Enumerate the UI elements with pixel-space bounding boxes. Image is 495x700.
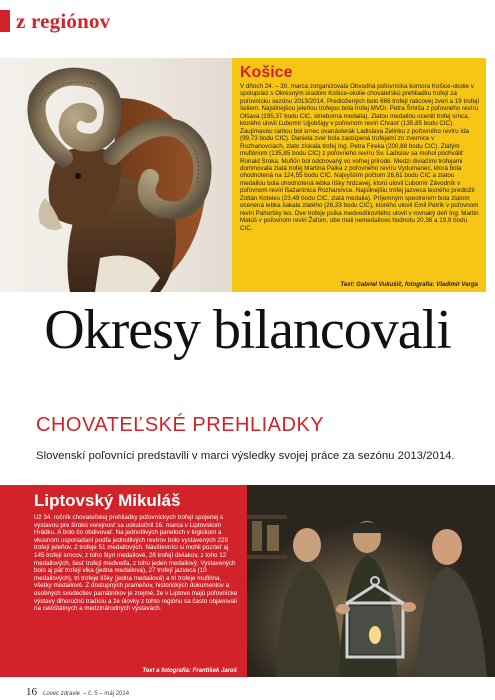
issue-info: – č. 5 – máj 2014 — [83, 691, 130, 697]
kosice-body-text: V dňoch 24. – 30. marca zorganizovala Obvodná poľovnícka komora Košice-okolie v spolupráci s Okresným úradom Košice-okolie chovateľskú prehliadku trofejí za poľovnícku sezónu 2013/2014. Predložených bolo 666 trofejí raticovej zveri a 19 trofejí šeliem. Najsilnejšou jeleňou trofejou bola trofej MVDr. Petra Šmrča z poľovného revíru Olšava (195,37 bodu CIC, strieborná medaila). Zlatou medailou ocenili trofej srnca, ktorého ulovil Ľubomír Ujjobšigy v poľovnom revíri Chrasť (135,85 bodu CIC). Zaujímavou raritou bol srnec ovanásterák Ladislava Zelinku z poľovného revíru Ida (99,73 bodu CIC). Daniela zver bola zastúpená trofejami zo zvernice v Rozhanovciach, zlato získala trofej Ing. Petra Fireka (200,88 bodu CIC). Zlatým muflónom (135,85 bodu CIC) z poľovného revíru Sv. Ladislav sa mohol pochváliť Ronald Sroka. Muflón bol odchovaný vo voľnej prírode. Medzi diviačími trofejami dominovala zlatá trofej Martina Palka z poľovného revíru Vydumanec, ktorá bola ohodnotená na 124,55 bodu CIC. Najvyšším počtom 26,61 bodu CIC a zlatou medailou bola ohodnotená lebka líšky hrdzavej, ktorú ulovil Ľubomír Závodník v poľovnom revíri Bažantnica Rozhanovce. Najsilnejšiu trofej jazveca lesného predložil Zoltán Koteles (23,49 bodu CIC, zlatá medaila). Príjemným spestrením bola zlatom ocenená lebka šakala zlatého (26,33 bodu CIC), ktorého ulovil Emil Petrík v poľovnom revíri Pahoršky les. Dve trofeje psíka medvedíkovitého ulovil v rovnaký deň Ing. Martin Matúš v poľovnom revíri Žaľom, obe mali nemedailovú hodnotu 20,36 a 19,9 bodu CIC. — [240, 83, 480, 232]
section-accent-bar — [0, 10, 10, 32]
kosice-title: Košice — [240, 64, 293, 81]
page-number: 16 — [26, 686, 37, 698]
section-label: z regiónov — [16, 8, 111, 33]
liptov-body-text: Už 34. ročník chovateľskej prehliadky poľovníckych trofejí spojenej s výstavou pre širokú verejnosť sa uskutočnil 16. marca v Liptovskom Hrádku. A bolo čo obdivovať. Na jednotlivých paneloch v logickom a vkusnom usporiadaní podľa jednotlivých revírov bolo vystavených 228 trofejí jeleňov, 2 trofeje 51 medailových. Návštevníci si mohli pozrieť aj 145 trofejí srncov, z toho štyri medailové, 26 trofejí diviakov, z toho 12 medailových, šesť trofejí medveďa, z toho jeden medailový. Vystavených bolo aj päť trofejí vlka (jedna medailová), 27 trofejí jazveca (10 medailových), tri trofeje líšky (jedna medailová) a tri trofeje muflóna, všetky medailové. Z dostupných prameňov, historických dokumentov a osobných svedectiev pamätníkov je zrejmé, že v Liptove majú poľovnícke výstavy dlhoročnú tradíciu a že úlovky z tohto regiónu sa často objavovali na celoštátnych a medzinárodných výstavách. — [34, 514, 238, 613]
liptov-title: Liptovský Mikuláš — [34, 491, 181, 510]
exhibition-opening-photo — [247, 485, 495, 677]
lead-paragraph: Slovenskí poľovníci predstavili v marci výsledky svojej práce za sezónu 2013/2014. — [36, 450, 455, 462]
main-headline: Okresy bilancovali — [44, 299, 451, 361]
mouflon-trophy-photo — [0, 58, 232, 292]
section-tag — [0, 8, 110, 34]
subheadline: CHOVATEĽSKÉ PREHLIADKY — [36, 414, 325, 436]
kosice-article-box — [232, 58, 486, 292]
magazine-name: Lovec zdravie — [43, 691, 81, 697]
page-footer — [26, 686, 129, 698]
kosice-credit: Text: Gabriel Vukušič, fotografia: Vladimír Varga — [340, 282, 478, 288]
liptov-article-box — [0, 485, 247, 677]
liptov-credit: Text a fotografia: František Jaroš — [142, 668, 237, 674]
